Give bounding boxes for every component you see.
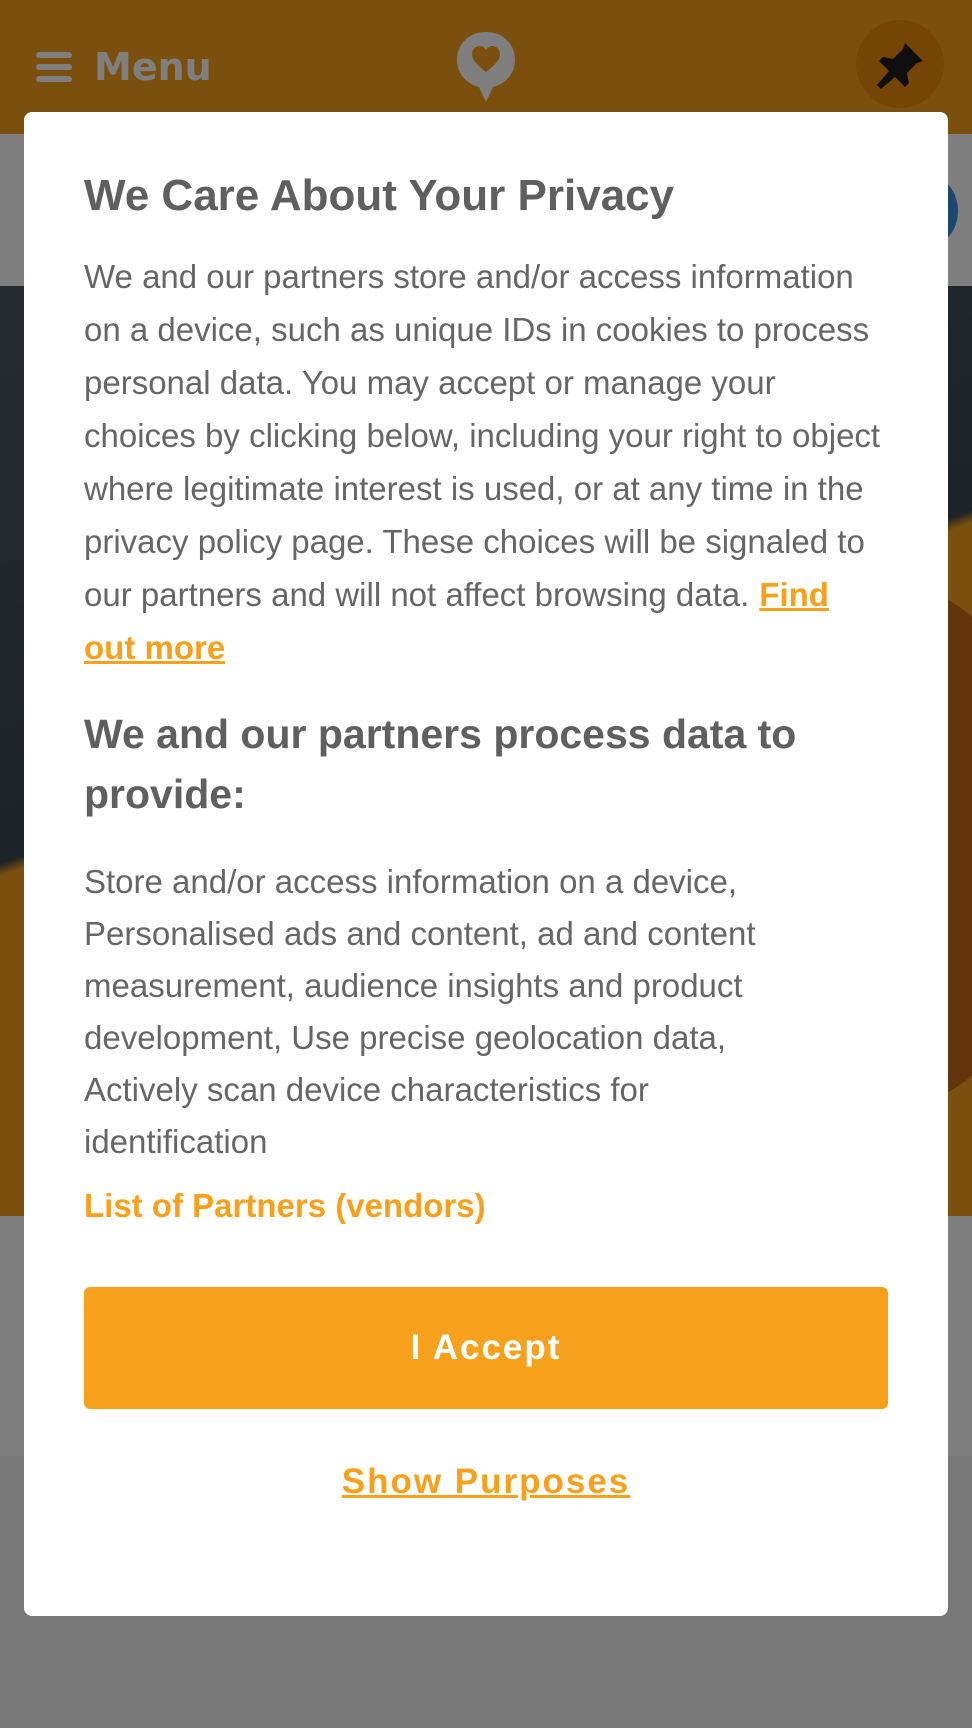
consent-title: We Care About Your Privacy <box>84 171 675 220</box>
find-out-more-link[interactable]: Find out more <box>84 576 829 666</box>
vendors-list-link[interactable]: List of Partners (vendors) <box>84 1187 486 1224</box>
consent-intro <box>84 250 888 674</box>
privacy-consent-dialog <box>24 112 948 1616</box>
show-purposes-link[interactable]: Show Purposes <box>341 1462 631 1501</box>
purposes-heading: We and our partners process data to provide: <box>84 711 797 817</box>
consent-intro-text: We and our partners store and/or access information on a device, such as unique IDs in cookies to process personal data. You may accept or manage your choices by clicking below, including your right to object where legitimate interest is used, or at any time in the privacy policy page. These choices will be signaled to our partners and will not affect browsing data. <box>84 258 881 613</box>
accept-button[interactable]: I Accept <box>84 1287 888 1409</box>
purposes-text: Store and/or access information on a device, Personalised ads and content, ad and content measurement, audience insights and product development, Use precise geolocation data, Actively scan device characteristics for identification <box>84 863 756 1160</box>
